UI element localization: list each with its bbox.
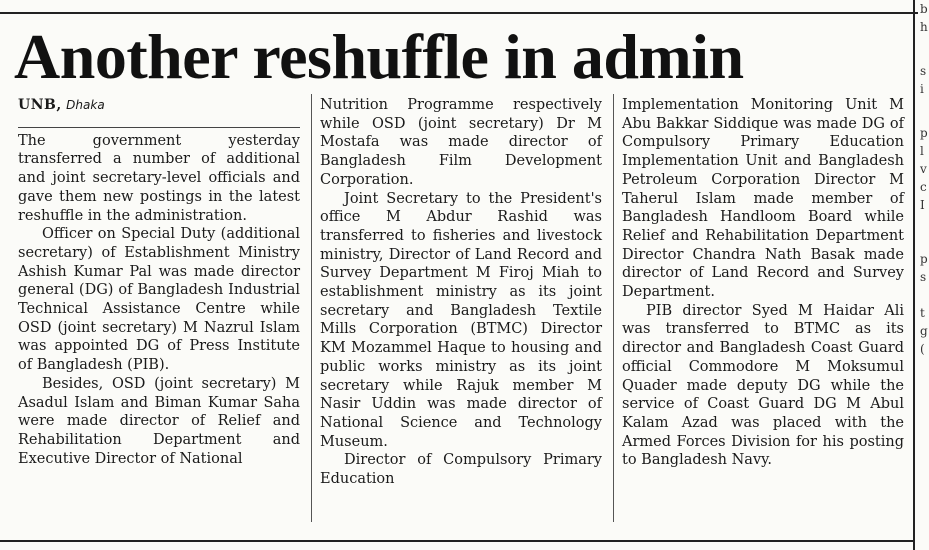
bottom-rule xyxy=(0,540,913,542)
paragraph: Implementation Monitoring Unit M Abu Bakkar Siddique was made DG of Compulsory Primary Education Implementation Unit and Bangladesh Petroleum Corporation Director M Taherul Islam made member of Bangladesh Handloom Board while Relief and Rehabilitation Department Director Chandra Nath Basak made director of Land Record and Survey Department. xyxy=(622,97,904,301)
edge-fragment: s xyxy=(920,64,927,78)
paragraph: Nutrition Programme respectively while OSD (joint secretary) Dr M Mostafa was made director of Bangladesh Film Development Corporation. xyxy=(320,97,602,188)
paragraph: Joint Secretary to the President's office M Abdur Rashid was transferred to fisheries and livestock ministry, Director of Land Record and Survey Department M Firoj Miah to establishment ministry as its joint secretary and Bangladesh Textile Mills Corporation (BTMC) Director KM Mozammel Haque to housing and public works ministry as its joint secretary while Rajuk member M Nasir Uddin was made director of National Science and Technology Museum. xyxy=(320,190,602,450)
edge-fragment: I xyxy=(920,198,925,212)
edge-fragment: i xyxy=(920,82,924,96)
article-column-1 xyxy=(18,96,300,468)
edge-fragment: b xyxy=(920,2,928,16)
article-column-2 xyxy=(320,96,602,489)
paragraph: Besides, OSD (joint secretary) M Asadul Islam and Biman Kumar Saha were made director of Relief and Rehabilitation Department and Executive Director of National xyxy=(18,375,300,467)
paragraph: Officer on Special Duty (additional secretary) of Establishment Ministry Ashish Kumar Pal was made director general (DG) of Bangladesh Industrial Technical Assistance Centre while OSD (joint secretary) M Nazrul Islam was appointed DG of Press Institute of Bangladesh (PIB). xyxy=(18,226,300,374)
headline: Another reshuffle in admin xyxy=(14,21,744,92)
edge-fragment: g xyxy=(920,324,928,338)
adjacent-article-edge xyxy=(917,0,929,550)
edge-fragment: t xyxy=(920,306,925,320)
edge-fragment: p xyxy=(920,126,928,140)
edge-fragment: s xyxy=(920,270,927,284)
top-rule xyxy=(0,0,918,14)
edge-fragment: l xyxy=(920,144,924,158)
edge-fragment: c xyxy=(920,180,927,194)
column-divider xyxy=(311,94,312,522)
paragraph: PIB director Syed M Haidar Ali was transferred to BTMC as its director and Bangladesh Coast Guard official Commodore M Moksumul Quader made deputy DG while the service of Coast Guard DG M Abul Kalam Azad was placed with the Armed Forces Division for his posting to Bangladesh Navy. xyxy=(622,302,904,469)
edge-fragment: v xyxy=(920,162,927,176)
byline-agency: UNB, xyxy=(18,97,62,113)
edge-fragment: h xyxy=(920,20,928,34)
right-column-rule xyxy=(913,0,915,550)
edge-fragment: ( xyxy=(920,342,925,356)
byline xyxy=(18,96,300,128)
byline-place: Dhaka xyxy=(66,98,105,112)
paragraph: The government yesterday transferred a number of additional and joint secretary-level officials and gave them new postings in the latest reshuffle in the administration. xyxy=(18,132,300,224)
paragraph: Director of Compulsory Primary Education xyxy=(320,452,602,488)
column-divider xyxy=(613,94,614,522)
edge-fragment: p xyxy=(920,252,928,266)
article-column-3 xyxy=(622,96,904,470)
